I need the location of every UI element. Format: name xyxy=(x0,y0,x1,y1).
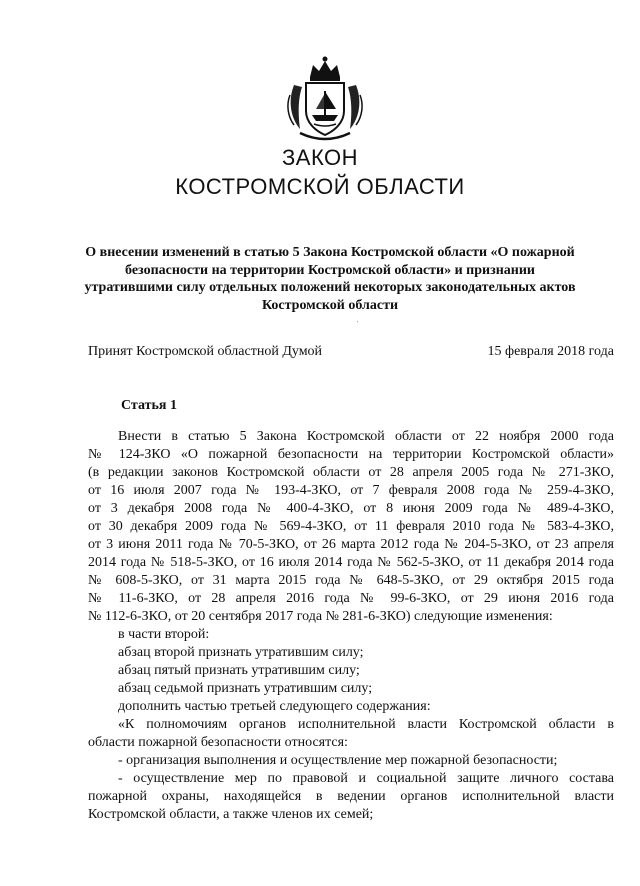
sub-item-line: - осуществление мер по правовой и социальной защите личного состава xyxy=(118,771,614,786)
heading-line: Костромской области xyxy=(261,297,399,313)
heading-line: утратившими силу отдельных положений некоторых законодательных актов xyxy=(84,280,576,295)
paragraph-line: № 124-ЗКО «О пожарной безопасности на территории Костромской области» xyxy=(88,447,614,462)
sub-item-line: пожарной охраны, находящейся в ведении органов исполнительной власти xyxy=(88,789,614,804)
law-title-line: ЗАКОН xyxy=(281,145,359,170)
heading-line: О внесении изменений в статью 5 Закона Костромской области «О пожарной xyxy=(85,245,575,260)
paragraph-line: № 11-6-ЗКО, от 28 апреля 2016 года № 99-6-ЗКО, от 29 июня 2016 года xyxy=(88,591,614,606)
heading-line: безопасности на территории Костромской области» и признании xyxy=(125,262,535,278)
coat-of-arms-icon xyxy=(286,55,364,143)
list-item: абзац седьмой признать утратившим силу; xyxy=(118,681,373,696)
paragraph-line: № 112-6-ЗКО, от 20 сентября 2017 года № 281-6-ЗКО) следующие изменения: xyxy=(88,609,553,624)
paragraph-line: (в редакции законов Костромской области от 28 апреля 2005 года № 271-ЗКО, xyxy=(88,465,614,480)
scan-mark: ' xyxy=(357,321,359,327)
list-item: абзац второй признать утратившим силу; xyxy=(118,645,364,660)
article-body xyxy=(88,428,614,824)
article-title: Статья 1 xyxy=(121,398,177,413)
list-item: в части второй: xyxy=(118,627,210,642)
quote-line: области пожарной безопасности относятся: xyxy=(88,735,348,750)
quote-line: «К полномочиям органов исполнительной власти Костромской области в xyxy=(118,717,614,732)
list-item: дополнить частью третьей следующего содержания: xyxy=(118,699,431,714)
paragraph-line: № 608-5-ЗКО, от 31 марта 2015 года № 648-5-ЗКО, от 29 октября 2015 года xyxy=(88,573,614,588)
adopted-date: 15 февраля 2018 года xyxy=(487,344,614,359)
paragraph-line: 2014 года № 518-5-ЗКО, от 16 июля 2014 года № 562-5-ЗКО, от 11 декабря 2014 года xyxy=(88,555,614,570)
list-item: абзац пятый признать утратившим силу; xyxy=(118,663,360,678)
paragraph-line: Внести в статью 5 Закона Костромской области от 22 ноября 2000 года xyxy=(118,429,614,444)
paragraph-line: от 3 июня 2011 года № 70-5-ЗКО, от 26 марта 2012 года № 204-5-ЗКО, от 23 апреля xyxy=(88,537,614,552)
adopted-by: Принят Костромской областной Думой xyxy=(88,344,323,359)
sub-item: - организация выполнения и осуществление мер пожарной безопасности; xyxy=(118,753,558,768)
law-heading xyxy=(60,244,600,314)
adoption-line xyxy=(88,343,614,361)
paragraph-line: от 16 июля 2007 года № 193-4-ЗКО, от 7 февраля 2008 года № 259-4-ЗКО, xyxy=(88,483,614,498)
paragraph-line: от 30 декабря 2009 года № 569-4-ЗКО, от 11 февраля 2010 года № 583-4-ЗКО, xyxy=(88,519,614,534)
law-title-line: КОСТРОМСКОЙ ОБЛАСТИ xyxy=(175,174,465,199)
paragraph-line: от 3 декабря 2008 года № 400-4-ЗКО, от 8 июня 2009 года № 489-4-ЗКО, xyxy=(88,501,614,516)
law-title xyxy=(0,143,640,201)
sub-item-line: Костромской области, а также членов их семей; xyxy=(88,807,374,822)
